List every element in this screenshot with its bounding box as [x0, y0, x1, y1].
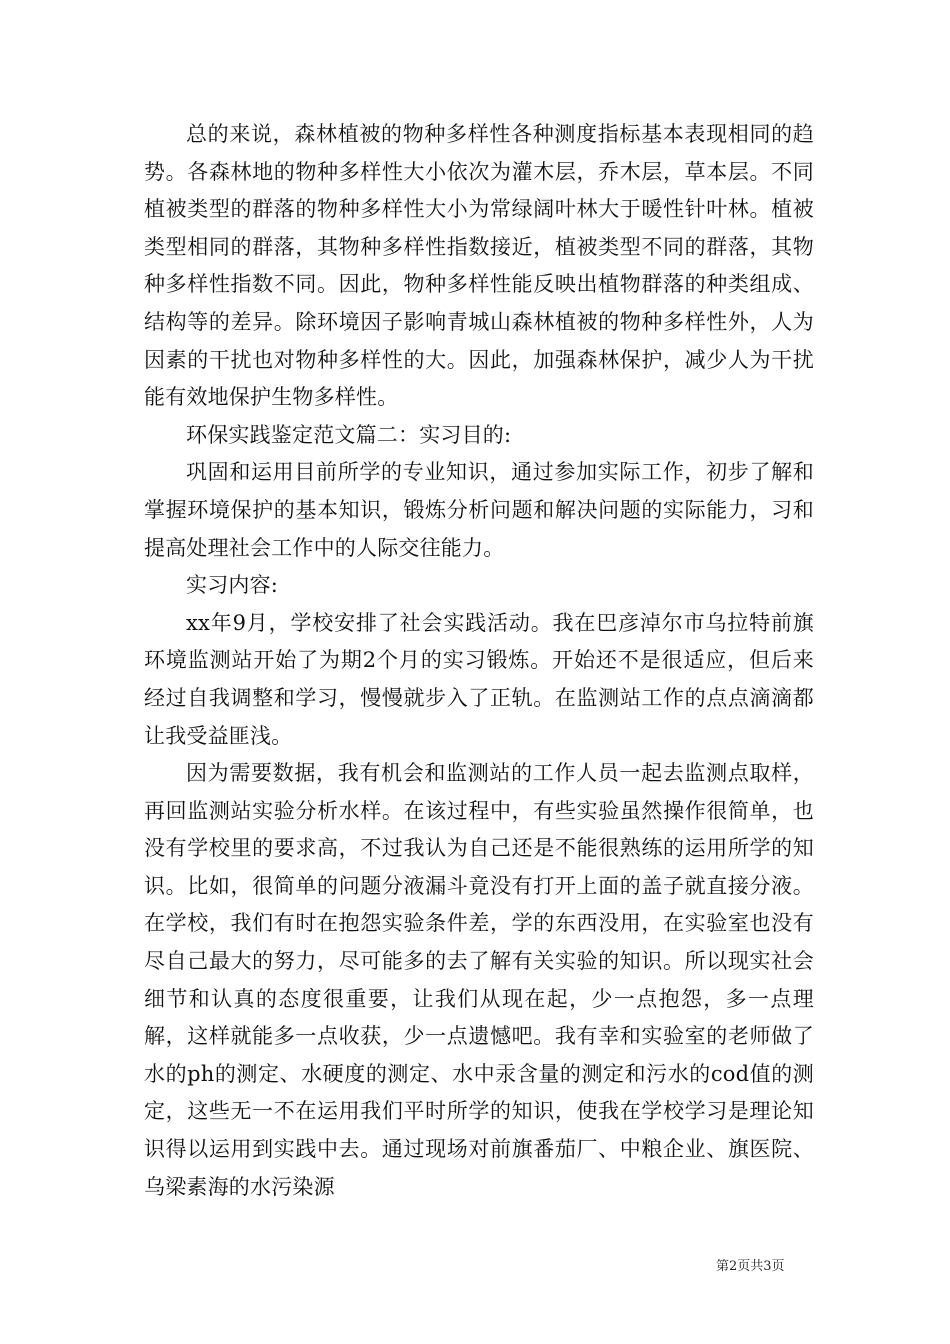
- paragraph-purpose: 巩固和运用目前所学的专业知识，通过参加实际工作，初步了解和掌握环境保护的基本知识，锻炼分析问题和解决问题的实际能力，习和提高处理社会工作中的人际交往能力。: [144, 460, 814, 560]
- page-number-footer: 第2页共3页: [716, 1259, 785, 1274]
- paragraph-heading-purpose: 环保实践鉴定范文篇二：实习目的:: [186, 422, 512, 447]
- paragraph-heading-content: 实习内容:: [186, 573, 279, 598]
- paragraph-internship-start: xx年9月，学校安排了社会实践活动。我在巴彦淖尔市乌拉特前旗环境监测站开始了为期2个月的实习锻炼。开始还不是很适应，但后来经过自我调整和学习，慢慢就步入了正轨。在监测站工作的点点滴滴都让我受益匪浅。: [144, 610, 814, 748]
- document-body: [144, 116, 814, 1206]
- paragraph-summary: 总的来说，森林植被的物种多样性各种测度指标基本表现相同的趋势。各森林地的物种多样性大小依次为灌木层，乔木层，草本层。不同植被类型的群落的物种多样性大小为常绿阔叶林大于暖性针叶林。植被类型相同的群落，其物种多样性指数接近，植被类型不同的群落，其物种多样性指数不同。因此，物种多样性能反映出植物群落的种类组成、结构等的差异。除环境因子影响青城山森林植被的物种多样性外，人为因素的干扰也对物种多样性的大。因此，加强森林保护，减少人为干扰能有效地保护生物多样性。: [144, 122, 814, 410]
- paragraph-internship-experience: 因为需要数据，我有机会和监测站的工作人员一起去监测点取样，再回监测站实验分析水样。在该过程中，有些实验虽然操作很简单，也没有学校里的要求高，不过我认为自己还是不能很熟练的运用所学的知识。比如，很简单的问题分液漏斗竟没有打开上面的盖子就直接分液。在学校，我们有时在抱怨实验条件差，学的东西没用，在实验室也没有尽自己最大的努力，尽可能多的去了解有关实验的知识。所以现实社会细节和认真的态度很重要，让我们从现在起，少一点抱怨，多一点理解，这样就能多一点收获，少一点遗憾吧。我有幸和实验室的老师做了水的ph的测定、水硬度的测定、水中汞含量的测定和污水的cod值的测定，这些无一不在运用我们平时所学的知识，使我在学校学习是理论知识得以运用到实践中去。通过现场对前旗番茄厂、中粮企业、旗医院、乌梁素海的水污染源: [144, 761, 814, 1199]
